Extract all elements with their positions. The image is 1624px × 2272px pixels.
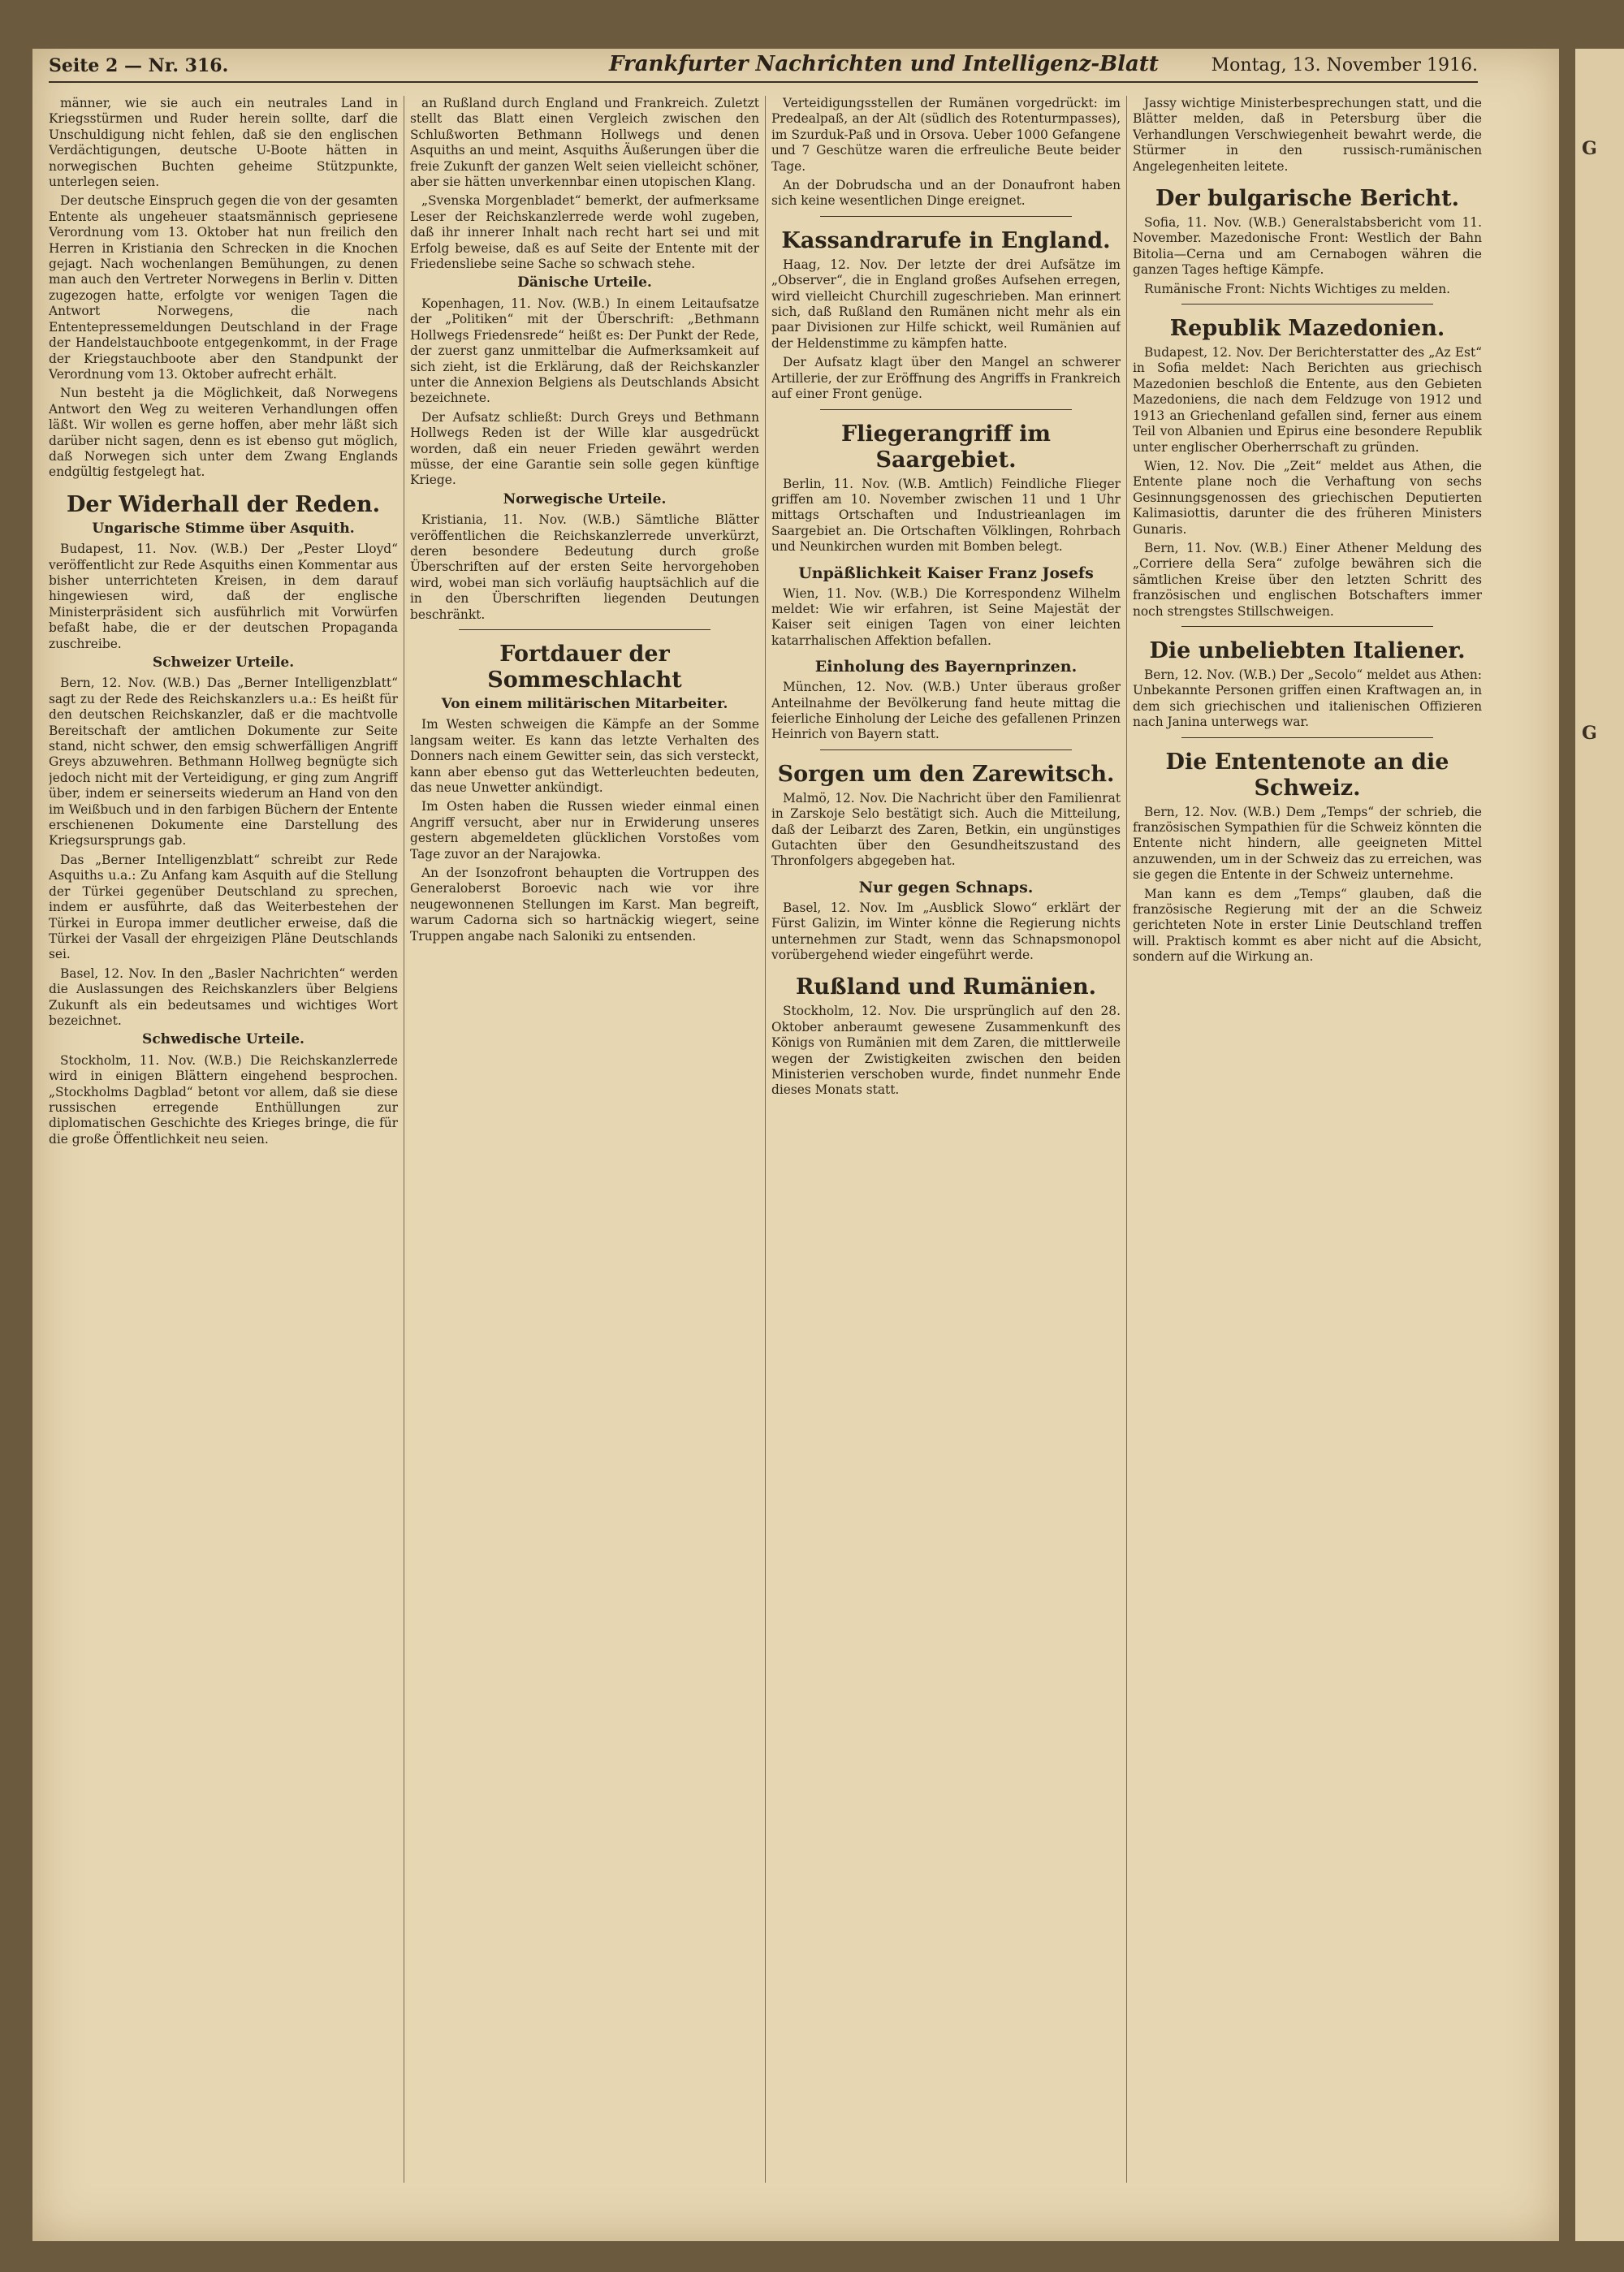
article-text: Kristiania, 11. Nov. (W.B.) Sämtliche Blätter veröffentlichen die Reichskanzlerrede unverkürzt, deren besondere Bedeutung durch große Überschriften auf der ersten Seite hervorgehoben wird, wobei man sich vorläufig hauptsächlich auf die in den Überschriften liegenden Deutungen beschränkt.: [410, 512, 759, 622]
article-text: Berlin, 11. Nov. (W.B. Amtlich) Feindliche Flieger griffen am 10. November zwischen 11 und 1 Uhr mittags Ortschaften und Industrieanlagen im Saargebiet an. Die Ortschaften Völklingen, Rohrbach und Neunkirchen wurden mit Bomben belegt.: [771, 476, 1121, 555]
article-text: Rumänische Front: Nichts Wichtiges zu melden.: [1144, 281, 1451, 296]
article-text: Kopenhagen, 11. Nov. (W.B.) In einem Leitaufsatze der „Politiken“ mit der Überschrift: „Bethmann Hollwegs Friedensrede“ heißt es: Der Punkt der Rede, der zuerst ganz unmittelbar die Aufmerksamkeit auf sich zieht, ist die Erklärung, daß der Reichskanzler unter die Annexion Belgiens als Deutschlands Absicht bezeichnete.: [410, 296, 759, 406]
article-text: Haag, 12. Nov. Der letzte der drei Aufsätze im „Observer“, die in England großes Aufsehen erregen, wird vielleicht Churchill zugeschrieben. Man erinnert sich, daß Rußland den Rumänen nicht mehr als ein paar Divisionen zur Hilfe schickt, weil Rumänien auf der Heldenstimme zu kämpfen hatte.: [771, 257, 1121, 351]
article-text: Der deutsche Einspruch gegen die von der gesamten Entente als ungeheuer staatsmännisch gepriesene Verordnung vom 13. Oktober hat nun freilich den Herren in Kristiania den Schrecken in die Knochen gejagt. Nach wochenlangen Bemühungen, zu denen man auch den Vertreter Norwegens in Berlin v. Ditten zugezogen hatte, erfolgte vor wenigen Tagen die Antwort Norwegens, die nach Ententepressemeldungen Deutschland in der Frage der Handelstauchboote entgegenkommt, in der Frage der Kriegstauchboote aber den Standpunkt der Verordnung vom 13. Oktober aufrecht erhält.: [49, 193, 398, 382]
divider: [820, 216, 1072, 217]
headline: Rußland und Rumänien.: [795, 974, 1096, 1000]
column-2: [410, 96, 759, 2175]
article-text: männer, wie sie auch ein neutrales Land in Kriegsstürmen und Ruder herein sollte, darf die Unschuldigung nicht fehlen, daß sie den englischen Verdächtigungen, deutsche U-Boote hätten in norwegischen Buchten geheime Stützpunkte, unterlegen seien.: [49, 96, 398, 190]
column-4: [1133, 96, 1482, 2175]
article-text: Verteidigungsstellen der Rumänen vorgedrückt: im Predealpaß, an der Alt (südlich des Rotenturmpasses), im Szurduk-Paß und in Orsova. Ueber 1000 Gefangene und 7 Geschütze waren die erfreuliche Beute beider Tage.: [771, 96, 1121, 174]
article-text: Im Westen schweigen die Kämpfe an der Somme langsam weiter. Es kann das letzte Verhalten des Donners nach einem Gewitter sein, das sich versteckt, kann aber ebenso gut das Wetterleuchten bedeuten, das neue Unwetter ankündigt.: [410, 717, 759, 796]
subheadline: Norwegische Urteile.: [503, 490, 667, 508]
headline: Kassandrarufe in England.: [781, 227, 1111, 253]
adjacent-letter: G: [1582, 723, 1597, 744]
masthead: Frankfurter Nachrichten und Intelligenz-Blatt: [609, 52, 1159, 76]
article-text: Budapest, 12. Nov. Der Berichterstatter des „Az Est“ in Sofia meldet: Nach Berichten aus griechisch Mazedonien beschloß die Entente, aus den Gebieten Mazedoniens, die nach dem Feldzuge von 1912 und 1913 an Griechenland gefallen sind, ferner aus einem Teil von Albanien und Epirus eine besondere Republik unter englischer Oberherrschaft zu gründen.: [1133, 345, 1482, 455]
headline: Die Ententenote an die Schweiz.: [1165, 749, 1449, 801]
divider: [1181, 626, 1433, 627]
subheadline: Schweizer Urteile.: [152, 654, 295, 671]
divider: [820, 409, 1072, 410]
issue-date: Montag, 13. November 1916.: [1211, 55, 1478, 76]
headline: Fliegerangriff im Saargebiet.: [840, 421, 1052, 473]
article-text: Man kann es dem „Temps“ glauben, daß die französische Regierung mit der an die Schweiz gerichteten Note in erster Linie Deutschland treffen will. Praktisch kommt es aber nicht auf die Absicht, sondern auf die Wirkung an.: [1133, 886, 1482, 965]
divider: [1181, 737, 1433, 738]
article-text: Bern, 12. Nov. (W.B.) Das „Berner Intelligenzblatt“ sagt zu der Rede des Reichskanzlers u.a.: Es heißt für den deutschen Reichskanzler, daß er die machtvolle Bereitschaft der amtlichen Dokumente zur Seite stand, nicht schwer, den emsig schwerfälligen Angriff Greys abzuwehren. Bethmann Hollweg begnügte sich jedoch nicht mit der Verteidigung, er ging zum Angriff über, indem er seinerseits wiederum an Hand von den im Weißbuch und in den farbigen Büchern der Entente erschienenen Dokumente eine Darstellung des Kriegsursprungs gab.: [49, 676, 398, 849]
article-text: Sofia, 11. Nov. (W.B.) Generalstabsbericht vom 11. November. Mazedonische Front: Westlich der Bahn Bitolia—Cerna und am Cernabogen währen die ganzen Tages heftige Kämpfe.: [1133, 215, 1482, 278]
article-text: Wien, 12. Nov. Die „Zeit“ meldet aus Athen, die Entente plane noch die Verhaftung von sechs Gesinnungsgenossen des griechischen Deputierten Kalimasiottis, darunter die des früheren Ministers Gunaris.: [1133, 458, 1482, 537]
headline: Unpäßlichkeit Kaiser Franz Josefs: [798, 564, 1094, 582]
article-text: An der Isonzofront behaupten die Vortruppen des Generaloberst Boroevic nach wie vor ihre neugewonnenen Stellungen im Karst. Man begreift, warum Cadorna sich so hartnäckig wiegert, seine Truppen angabe nach Saloniki zu entsenden.: [410, 866, 759, 944]
subheadline: Dänische Urteile.: [517, 274, 652, 292]
article-text: München, 12. Nov. (W.B.) Unter überaus großer Anteilnahme der Bevölkerung fand heute mittag die feierliche Einholung der Leiche des gefallenen Prinzen Heinrich von Bayern statt.: [771, 680, 1121, 742]
column-1: [49, 96, 398, 2175]
column-3: [771, 96, 1121, 2175]
article-text: Bern, 11. Nov. (W.B.) Einer Athener Meldung des „Corriere della Sera“ zufolge bewähren sich die sämtlichen Kreise über den letzten Schritt des französischen und englischen Botschafters immer noch strengstes Stillschweigen.: [1133, 540, 1482, 619]
article-text: Der Aufsatz schließt: Durch Greys und Bethmann Hollwegs Reden ist der Wille klar ausgedrückt worden, daß ein neuer Frieden gewährt werden müsse, der eine Garantie sein solle gegen künftige Kriege.: [410, 409, 759, 488]
headline: Einholung des Bayernprinzen.: [814, 658, 1078, 676]
article-text: Budapest, 11. Nov. (W.B.) Der „Pester Lloyd“ veröffentlicht zur Rede Asquiths einen Kommentar aus bisher unterrichteten Kreisen, in dem darauf hingewiesen wird, daß der englische Ministerpräsident sich ausführlich mit Vorwürfen befaßt habe, die er der deutschen Propaganda zuschreibe.: [49, 542, 398, 651]
article-text: Nun besteht ja die Möglichkeit, daß Norwegens Antwort den Weg zu weiteren Verhandlungen offen läßt. Wir wollen es gerne hoffen, aber mehr läßt sich darüber nicht sagen, denn es ist ebenso gut möglich, daß Norwegen sich unter dem Zwang Englands endgültig festgelegt hat.: [49, 386, 398, 480]
headline: Sorgen um den Zarewitsch.: [777, 761, 1115, 787]
headline: Der Widerhall der Reden.: [66, 491, 381, 517]
headline: Der bulgarische Bericht.: [1155, 186, 1460, 212]
adjacent-page-edge: [1575, 49, 1624, 2241]
article-text: Der Aufsatz klagt über den Mangel an schwerer Artillerie, der zur Eröffnung des Angriffs in Frankreich auf einer Front genüge.: [771, 355, 1121, 402]
article-text: An der Dobrudscha und an der Donaufront haben sich keine wesentlichen Dinge ereignet.: [771, 178, 1121, 209]
article-text: Malmö, 12. Nov. Die Nachricht über den Familienrat in Zarskoje Selo bestätigt sich. Auch die Mitteilung, daß der Leibarzt des Zaren, Betkin, ein ungünstiges Gutachten über den Gesundheitszustand des Thronfolgers abgegeben hat.: [771, 790, 1121, 869]
divider: [820, 749, 1072, 750]
article-text: „Svenska Morgenbladet“ bemerkt, der aufmerksame Leser der Reichskanzlerrede werde wohl zugeben, daß ihr innerer Inhalt nach recht hart sei und mit Erfolg beweise, daß es auf Seite der Entente mit der Friedensliebe seine Sache so schwach stehe.: [410, 193, 759, 272]
article-text: Basel, 12. Nov. In den „Basler Nachrichten“ werden die Auslassungen des Reichskanzlers über Belgiens Zukunft als ein bedeutsames und wichtiges Wort bezeichnet.: [49, 965, 398, 1028]
article-text: Jassy wichtige Ministerbesprechungen statt, und die Blätter melden, daß in Petersburg über die Verhandlungen Verschwiegenheit bewahrt werde, die Stürmer in den russisch-rumänischen Angelegenheiten leitete.: [1133, 96, 1482, 174]
article-text: Bern, 12. Nov. (W.B.) Dem „Temps“ der schrieb, die französischen Sympathien für die Schweiz könnten die Entente nicht hindern, alle geeigneten Mittel anzuwenden, um in der Schweiz das zu erreichen, was sie gegen die Entente in der Schweiz unternehme.: [1133, 804, 1482, 883]
adjacent-letter: G: [1582, 138, 1597, 159]
column-rule: [765, 96, 766, 2183]
headline: Republik Mazedonien.: [1169, 316, 1445, 342]
article-text: Im Osten haben die Russen wieder einmal einen Angriff versucht, aber nur in Erwiderung unseres gestern abgemeldeten glücklichen Vorstoßes vom Tage zuvor an der Narajowka.: [410, 799, 759, 862]
divider: [1181, 304, 1433, 305]
article-text: Bern, 12. Nov. (W.B.) Der „Secolo“ meldet aus Athen: Unbekannte Personen griffen einen Kraftwagen an, in dem sich griechischen und italienischen Offizieren nach Janina unterwegs war.: [1133, 667, 1482, 730]
divider: [459, 629, 710, 630]
headline: Fortdauer der Sommeschlacht: [487, 641, 682, 693]
byline: Von einem militärischen Mitarbeiter.: [441, 696, 728, 712]
page-header: [49, 49, 1478, 83]
article-text: Stockholm, 12. Nov. Die ursprünglich auf den 28. Oktober anberaumt gewesene Zusammenkunft des Königs von Rumänien mit dem Zaren, die mittlerweile wegen der Zwistigkeiten zwischen den beiden Ministerien verschoben wurde, findet nunmehr Ende dieses Monats statt.: [771, 1004, 1121, 1098]
headline: Nur gegen Schnaps.: [858, 878, 1034, 896]
column-rule: [1126, 96, 1127, 2183]
article-text: Das „Berner Intelligenzblatt“ schreibt zur Rede Asquiths u.a.: Zu Anfang kam Asquith auf die Stellung der Türkei gegenüber Deutschland zu sprechen, indem er ausführte, daß das Weiterbestehen der Türkei in Europa immer deutlicher erweise, daß die Türkei der Vasall der ehrgeizigen Pläne Deutschlands sei.: [49, 852, 398, 962]
article-text: Stockholm, 11. Nov. (W.B.) Die Reichskanzlerrede wird in einigen Blättern eingehend besprochen. „Stockholms Dagblad“ betont vor allem, daß sie diese russischen erregende Enthüllungen zur diplomatischen Geschichte des Krieges bringe, die für die große Öffentlichkeit neu seien.: [49, 1052, 398, 1147]
subheadline: Schwedische Urteile.: [142, 1031, 304, 1048]
page-number: Seite 2 — Nr. 316.: [49, 55, 229, 76]
subheadline: Ungarische Stimme über Asquith.: [92, 520, 355, 537]
article-text: Basel, 12. Nov. Im „Ausblick Slowo“ erklärt der Fürst Galizin, im Winter könne die Regierung nichts unternehmen zur Stadt, wenn das Schnapsmonopol vorübergehend wieder eingeführt werde.: [771, 900, 1121, 963]
article-text: an Rußland durch England und Frankreich. Zuletzt stellt das Blatt einen Vergleich zwischen den Schlußworten Bethmann Hollwegs und denen Asquiths an und meint, Asquiths Äußerungen über die freie Zukunft der ganzen Welt seien vielleicht schöner, aber sie hätten unverkennbar einen utopischen Klang.: [410, 96, 759, 190]
article-text: Wien, 11. Nov. (W.B.) Die Korrespondenz Wilhelm meldet: Wie wir erfahren, ist Seine Majestät der Kaiser seit einigen Tagen von einer leichten katarrhalischen Affektion befallen.: [771, 585, 1121, 648]
headline: Die unbeliebten Italiener.: [1149, 637, 1466, 663]
